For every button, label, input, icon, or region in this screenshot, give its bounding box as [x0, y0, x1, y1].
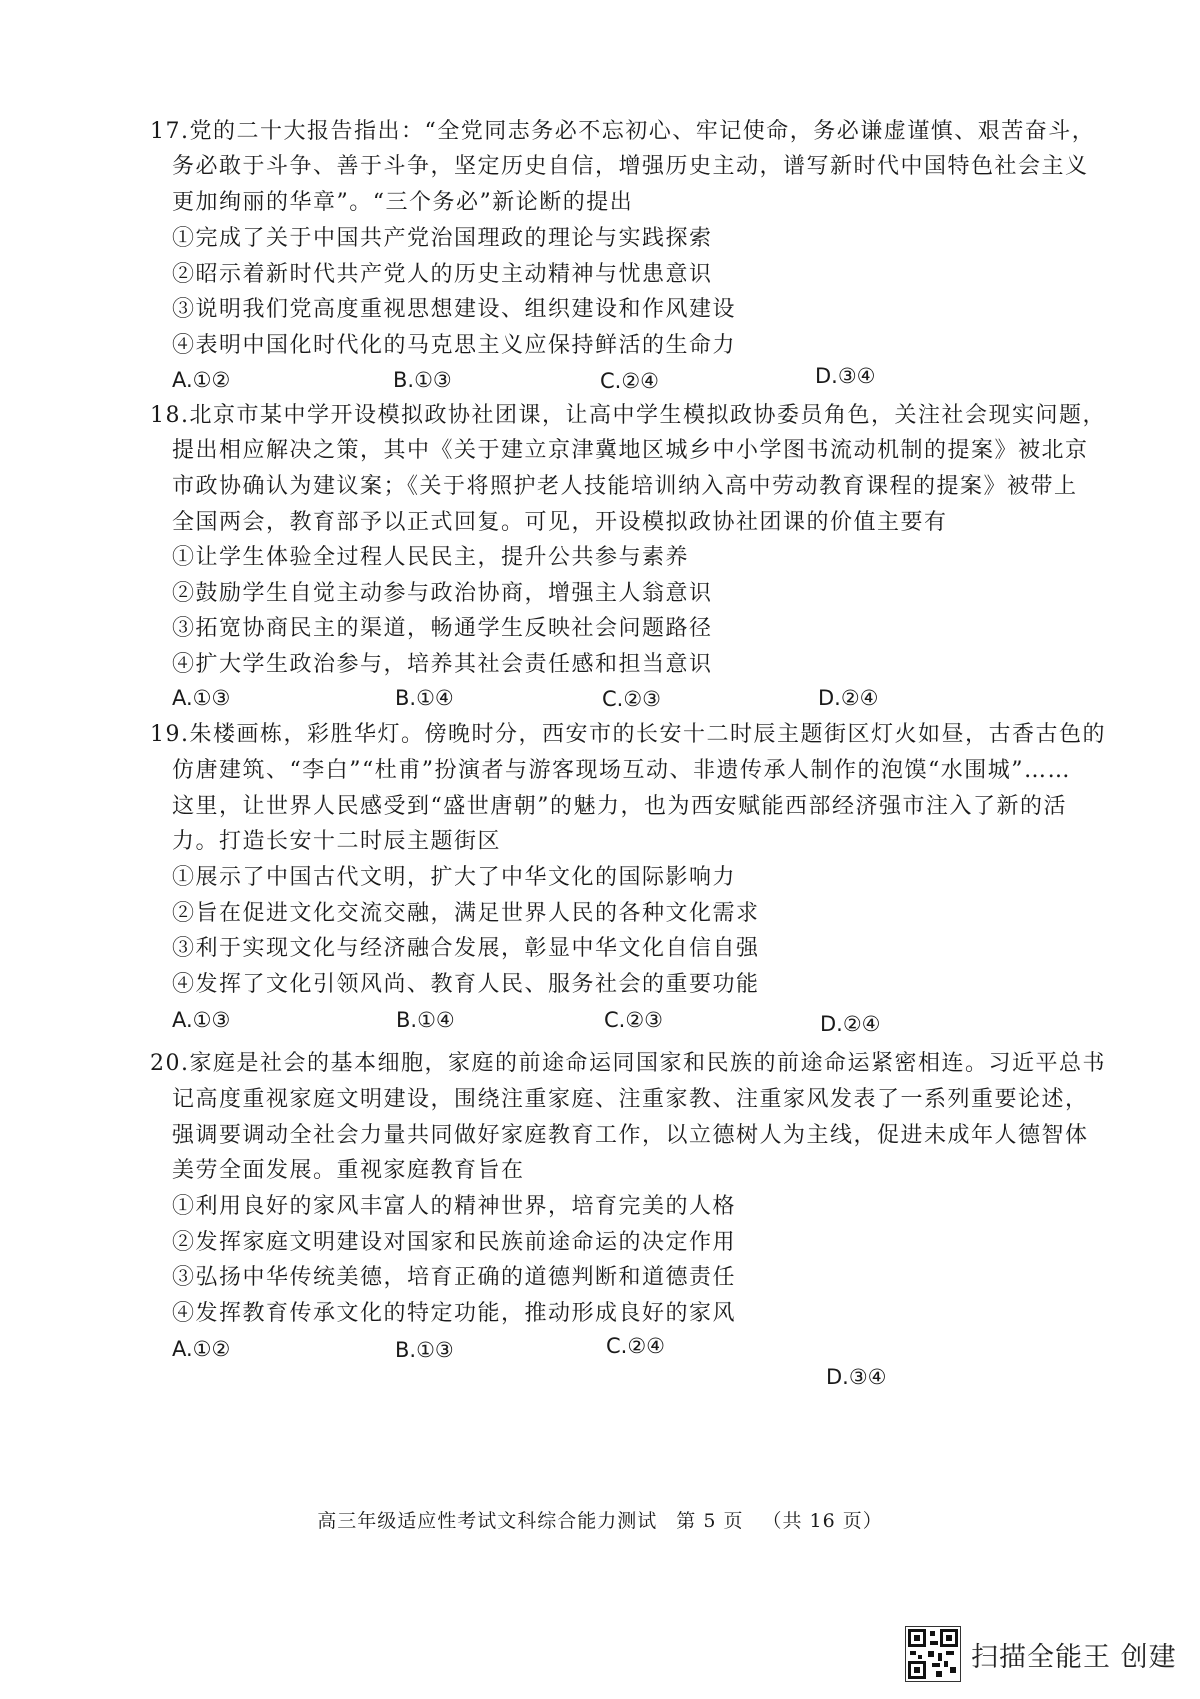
statement-item: ③说明我们党高度重视思想建设、组织建设和作风建设	[172, 297, 737, 322]
option-c: C.②④	[600, 369, 659, 393]
scanner-watermark	[905, 1626, 1177, 1682]
option-a: A.①③	[172, 1008, 231, 1032]
option-c: C.②③	[602, 687, 661, 711]
statement-item: ④扩大学生政治参与，培养其社会责任感和担当意识	[172, 652, 713, 677]
page-footer	[0, 1508, 1200, 1534]
statement-item: ③利于实现文化与经济融合发展，彰显中华文化自信自强	[172, 936, 760, 961]
statement-item: ④发挥了文化引领风尚、教育人民、服务社会的重要功能	[172, 972, 760, 997]
footer-exam-title: 高三年级适应性考试文科综合能力测试	[317, 1510, 658, 1532]
question-stem-line: 仿唐建筑、“李白”“杜甫”扮演者与游客现场互动、非遗传承人制作的泡馍“水围城”……	[172, 758, 1071, 783]
option-d: D.②④	[820, 1012, 881, 1036]
option-a: A.①②	[172, 1337, 231, 1361]
question-stem-line: 全国两会，教育部予以正式回复。可见，开设模拟政协社团课的价值主要有	[172, 510, 948, 535]
statement-item: ①完成了关于中国共产党治国理政的理论与实践探索	[172, 226, 713, 251]
question-stem-line: 更加绚丽的华章”。“三个务必”新论断的提出	[172, 190, 634, 215]
option-d: D.③④	[826, 1365, 887, 1389]
footer-total-pages: （共 16 页）	[762, 1510, 883, 1532]
option-d: D.③④	[815, 364, 876, 388]
statement-item: ③弘扬中华传统美德，培育正确的道德判断和道德责任	[172, 1265, 737, 1290]
question-stem-line: 力。打造长安十二时辰主题街区	[172, 829, 502, 854]
statement-item: ④发挥教育传承文化的特定功能，推动形成良好的家风	[172, 1301, 737, 1326]
statement-item: ①让学生体验全过程人民民主，提升公共参与素养	[172, 545, 690, 570]
scanner-watermark-text: 扫描全能王 创建	[971, 1641, 1177, 1673]
question-stem-line: 19.朱楼画栋，彩胜华灯。傍晚时分，西安市的长安十二时辰主题街区灯火如昼，古香古色的	[150, 722, 1106, 747]
question-stem-line: 18.北京市某中学开设模拟政协社团课，让高中学生模拟政协委员角色，关注社会现实问题，	[150, 403, 1106, 428]
question-stem-line: 这里，让世界人民感受到“盛世唐朝”的魅力，也为西安赋能西部经济强市注入了新的活	[172, 794, 1067, 819]
footer-page-number: 第 5 页	[676, 1510, 744, 1532]
question-stem-line: 20.家庭是社会的基本细胞，家庭的前途命运同国家和民族的前途命运紧密相连。习近平总书	[150, 1051, 1106, 1076]
option-b: B.①④	[395, 686, 454, 710]
question-stem-line: 市政协确认为建议案；《关于将照护老人技能培训纳入高中劳动教育课程的提案》被带上	[172, 474, 1078, 499]
question-stem-line: 提出相应解决之策，其中《关于建立京津冀地区城乡中小学图书流动机制的提案》被北京	[172, 438, 1089, 463]
statement-item: ④表明中国化时代化的马克思主义应保持鲜活的生命力	[172, 333, 737, 358]
option-b: B.①③	[393, 368, 452, 392]
option-b: B.①④	[396, 1008, 455, 1032]
statement-item: ②昭示着新时代共产党人的历史主动精神与忧患意识	[172, 262, 713, 287]
option-a: A.①②	[172, 368, 231, 392]
option-d: D.②④	[818, 686, 879, 710]
question-stem-line: 17.党的二十大报告指出：“全党同志务必不忘初心、牢记使命，务必谦虚谨慎、艰苦奋斗，	[150, 119, 1096, 144]
question-stem-line: 强调要调动全社会力量共同做好家庭教育工作，以立德树人为主线，促进未成年人德智体	[172, 1123, 1089, 1148]
option-a: A.①③	[172, 686, 231, 710]
statement-item: ②发挥家庭文明建设对国家和民族前途命运的决定作用	[172, 1230, 737, 1255]
statement-item: ①利用良好的家风丰富人的精神世界，培育完美的人格	[172, 1194, 737, 1219]
question-stem-line: 记高度重视家庭文明建设，围绕注重家庭、注重家教、注重家风发表了一系列重要论述，	[172, 1087, 1089, 1112]
statement-item: ②旨在促进文化交流交融，满足世界人民的各种文化需求	[172, 901, 760, 926]
statement-item: ②鼓励学生自觉主动参与政治协商，增强主人翁意识	[172, 581, 713, 606]
option-c: C.②③	[604, 1008, 663, 1032]
option-c: C.②④	[606, 1334, 665, 1358]
option-b: B.①③	[395, 1338, 454, 1362]
question-stem-line: 美劳全面发展。重视家庭教育旨在	[172, 1158, 525, 1183]
qr-code-icon	[905, 1626, 961, 1682]
question-stem-line: 务必敢于斗争、善于斗争，坚定历史自信，增强历史主动，谱写新时代中国特色社会主义	[172, 154, 1089, 179]
statement-item: ③拓宽协商民主的渠道，畅通学生反映社会问题路径	[172, 616, 713, 641]
statement-item: ①展示了中国古代文明，扩大了中华文化的国际影响力	[172, 865, 737, 890]
